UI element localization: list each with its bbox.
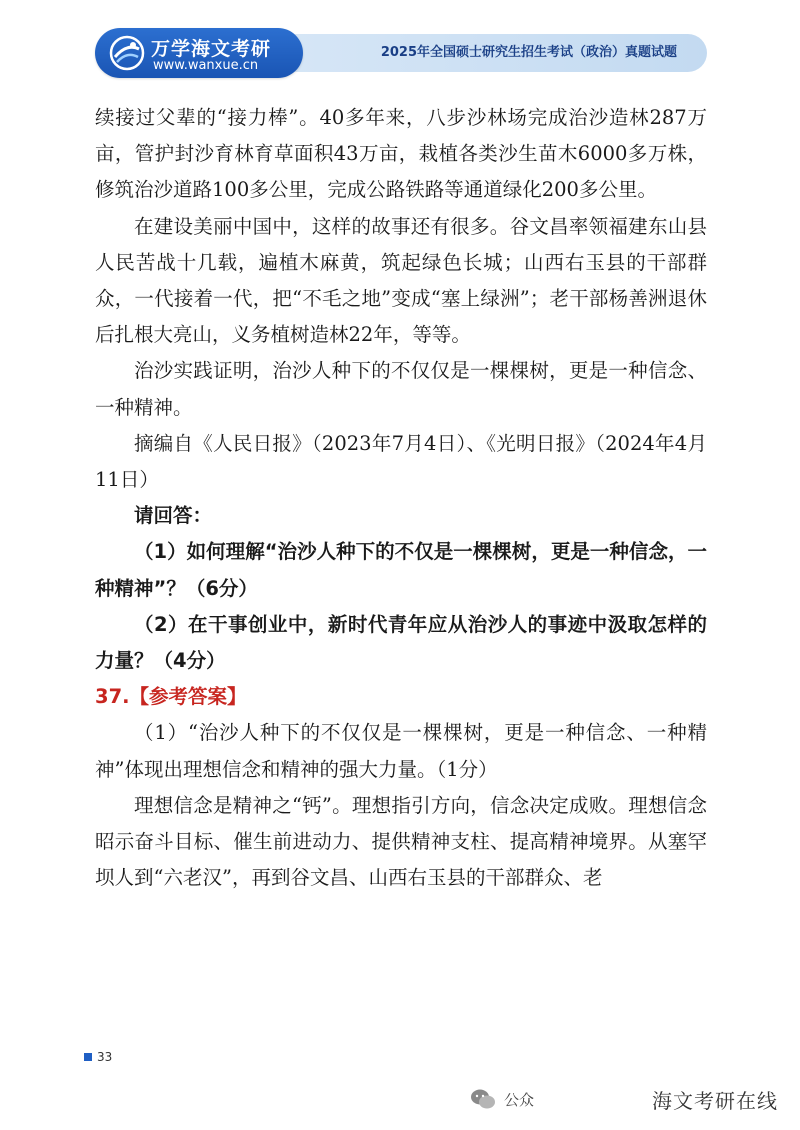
watermark	[470, 1084, 778, 1114]
page-number	[84, 1050, 112, 1064]
question-2: （2）在干事创业中，新时代青年应从治沙人的事迹中汲取怎样的力量？（4分）	[95, 612, 707, 673]
page-header	[95, 24, 707, 82]
answer-heading: 37.【参考答案】	[95, 685, 247, 709]
brand-logo	[95, 28, 303, 78]
document-body	[95, 100, 707, 896]
paragraph: 续接过父辈的“接力棒”。40多年来，八步沙林场完成治沙造林287万亩，管护封沙育林育草面积43万亩，栽植各类沙生苗木6000多万株，修筑治沙道路100多公里，完成公路铁路等通道绿化200多公里。	[95, 106, 707, 202]
watermark-text-left: 公众	[504, 1090, 535, 1109]
page-marker-icon	[84, 1053, 92, 1061]
answer-paragraph: （1）“治沙人种下的不仅仅是一棵棵树，更是一种信念、一种精神”体现出理想信念和精神的强大力量。（1分）	[95, 721, 707, 781]
page-number-text: 33	[97, 1050, 113, 1064]
watermark-text-right: 海文考研在线	[652, 1088, 779, 1113]
brand-url: www.wanxue.cn	[153, 58, 259, 73]
answer-paragraph: 理想信念是精神之“钙”。理想指引方向，信念决定成败。理想信念昭示奋斗目标、催生前进动力、提供精神支柱、提高精神境界。从塞罕坝人到“六老汉”，再到谷文昌、山西右玉县的干部群众、老	[95, 793, 707, 890]
paragraph: 在建设美丽中国中，这样的故事还有很多。谷文昌率领福建东山县人民苦战十几载，遍植木麻黄，筑起绿色长城；山西右玉县的干部群众，一代接着一代，把“不毛之地”变成“塞上绿洲”；老干部杨善洲退休后扎根大亮山，义务植树造林22年，等等。	[95, 214, 707, 347]
question-prompt: 请回答：	[134, 504, 213, 528]
wanxue-logo-icon	[109, 35, 145, 71]
exam-title: 2025年全国硕士研究生招生考试（政治）真题试题	[380, 45, 677, 60]
wechat-icon	[470, 1088, 496, 1110]
brand-name: 万学海文考研	[151, 38, 272, 60]
source-citation: 摘编自《人民日报》（2023年7月4日）、《光明日报》（2024年4月11日）	[95, 431, 707, 492]
paragraph: 治沙实践证明，治沙人种下的不仅仅是一棵棵树，更是一种信念、一种精神。	[95, 359, 707, 419]
question-1: （1）如何理解“治沙人种下的不仅是一棵棵树，更是一种信念，一种精神”？（6分）	[95, 540, 707, 600]
